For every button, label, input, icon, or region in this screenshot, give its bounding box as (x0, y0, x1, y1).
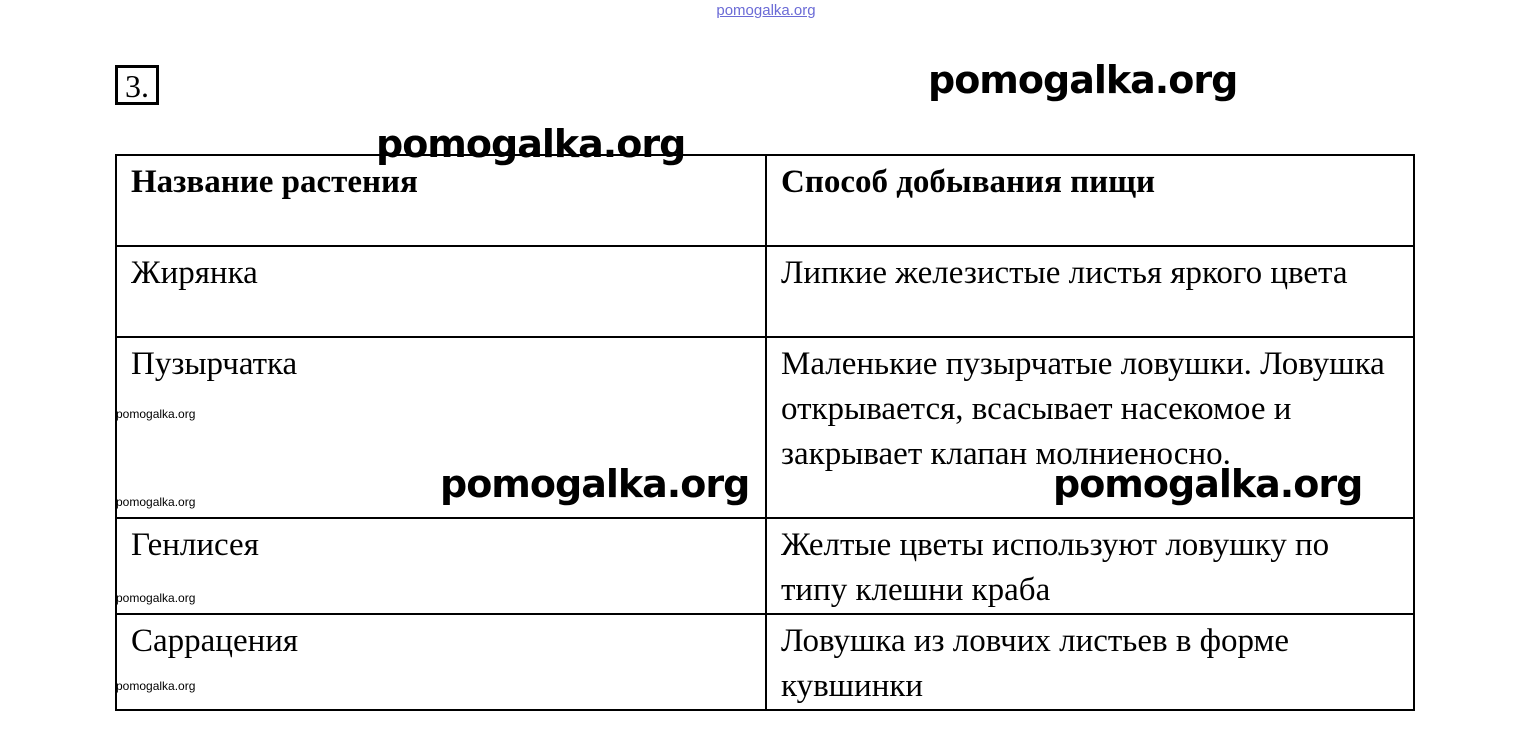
plant-name-cell: Пузырчатка (116, 337, 766, 518)
header-food-method: Способ добывания пищи (766, 155, 1414, 246)
food-method-cell: Липкие железистые листья яркого цвета (766, 246, 1414, 337)
plants-table (115, 154, 1415, 711)
watermark-text: pomogalka.org (1053, 462, 1363, 506)
food-method-cell: Желтые цветы используют ловушку по типу клешни краба (766, 518, 1414, 614)
task-number-box: 3. (115, 65, 159, 105)
plant-name-cell: Саррацения (116, 614, 766, 710)
table-row (116, 518, 1414, 614)
food-method-cell: Ловушка из ловчих листьев в форме кувшинки (766, 614, 1414, 710)
table-header-row (116, 155, 1414, 246)
plant-name-cell: Жирянка (116, 246, 766, 337)
watermark-text: pomogalka.org (116, 591, 196, 605)
watermark-text: pomogalka.org (376, 122, 686, 166)
watermark-text: pomogalka.org (928, 58, 1238, 102)
food-method-cell: Маленькие пузырчатые ловушки. Ловушка открывается, всасывает насекомое и закрывает клапан молниеносно. (766, 337, 1414, 518)
table-row (116, 246, 1414, 337)
plant-name-cell: Генлисея (116, 518, 766, 614)
watermark-text: pomogalka.org (116, 407, 196, 421)
watermark-text: pomogalka.org (440, 462, 750, 506)
top-site-link[interactable]: pomogalka.org (716, 2, 816, 19)
watermark-text: pomogalka.org (116, 679, 196, 693)
table-row (116, 614, 1414, 710)
watermark-text: pomogalka.org (116, 495, 196, 509)
header-plant-name: Название растения (116, 155, 766, 246)
